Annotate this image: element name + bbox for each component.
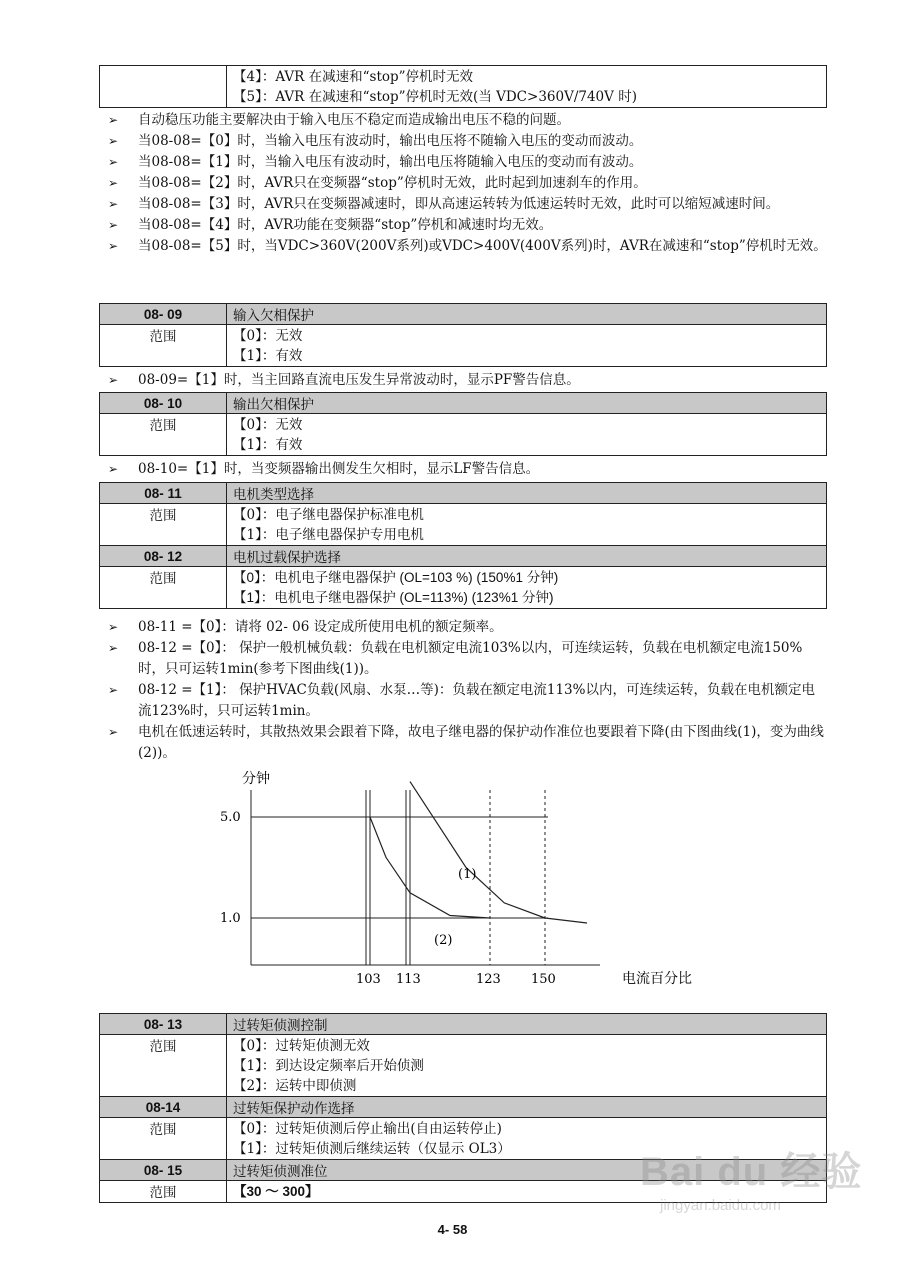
x-axis-label: 电流百分比	[622, 971, 692, 987]
option: 【0】：过转矩侦测无效	[233, 1038, 370, 1054]
list-item: ➢ 当08-08=【5】时，当VDC>360V(200V系列)或VDC>400V(400V系列)时，AVR在减速和“stop”停机时无效。	[108, 236, 828, 257]
arrow-bullet-icon: ➢	[108, 683, 119, 697]
arrow-bullet-icon: ➢	[108, 725, 119, 739]
x-tick-label: 103	[356, 972, 381, 987]
x-tick-label: 113	[396, 972, 421, 987]
list-item: ➢ 08-12 =【0】： 保护一般机械负载：负载在电机额定电流103%以内，可连续运转，负载在电机额定电流150%时，只可运转1min(参考下图曲线(1))。	[108, 640, 803, 677]
note-08-10: ➢ 08-10=【1】时，当变频器输出侧发生欠相时，显示LF警告信息。	[108, 459, 828, 480]
range-label: 范围	[100, 567, 227, 609]
list-item: ➢ 当08-08=【4】时，AVR功能在变频器“stop”停机和减速时均无效。	[108, 215, 828, 236]
avr-option-4: 【4】：AVR 在减速和“stop”停机时无效	[233, 69, 474, 85]
arrow-bullet-icon: ➢	[108, 462, 119, 476]
arrow-bullet-icon: ➢	[108, 641, 119, 655]
param-title: 电机过载保护选择	[227, 546, 827, 567]
list-item: ➢ 当08-08=【3】时，AVR只在变频器减速时，即从高速运转转为低速运转时无效，此时可以缩短减速时间。	[108, 194, 828, 215]
arrow-bullet-icon: ➢	[108, 620, 119, 634]
arrow-bullet-icon: ➢	[108, 197, 119, 211]
param-code: 08- 12	[100, 546, 227, 567]
list-item: ➢ 当08-08=【2】时，AVR只在变频器“stop”停机时无效，此时起到加速刹车的作用。	[108, 173, 828, 194]
avr-option-5: 【5】：AVR 在减速和“stop”停机时无效(当 VDC>360V/740V 时)	[233, 89, 637, 105]
arrow-bullet-icon: ➢	[108, 134, 119, 148]
option: 【0】：电子继电器保护标准电机	[233, 507, 424, 523]
option: 【1】：到达设定频率后开始侦测	[233, 1058, 424, 1074]
param-code: 08-14	[100, 1097, 227, 1118]
param-code: 08- 10	[100, 393, 227, 414]
list-item: ➢ 08-12 =【1】： 保护HVAC负载(风扇、水泵…等)：负载在额定电流113%以内，可连续运转，负载在电机额定电流123%时，只可运转1min。	[108, 682, 815, 719]
param-title: 过转矩侦测准位	[227, 1160, 827, 1181]
option: 【30 ～ 300】	[233, 1184, 319, 1199]
param-code: 08- 13	[100, 1014, 227, 1035]
option: 【1】：电子继电器保护专用电机	[233, 527, 424, 543]
option: 【0】：无效	[233, 417, 303, 433]
param-title: 过转矩保护动作选择	[227, 1097, 827, 1118]
x-tick-label: 150	[531, 972, 556, 987]
arrow-bullet-icon: ➢	[108, 373, 119, 387]
page-number: 4- 58	[437, 1222, 468, 1237]
range-label: 范围	[100, 504, 227, 546]
list-item: ➢ 当08-08=【0】时，当输入电压有波动时，输出电压将不随输入电压的变动而波动。	[108, 131, 828, 152]
range-label: 范围	[100, 325, 227, 367]
watermark	[640, 1140, 870, 1250]
param-title: 输入欠相保护	[227, 304, 827, 325]
param-title: 电机类型选择	[227, 483, 827, 504]
option: 【2】：运转中即侦测	[233, 1078, 357, 1094]
curve-label: (1)	[458, 867, 477, 882]
y-axis-label: 分钟	[242, 771, 270, 787]
list-item: ➢ 08-11 =【0】：请将 02- 06 设定成所使用电机的额定频率。	[108, 617, 828, 638]
range-label: 范围	[100, 1181, 227, 1203]
curve-label: (2)	[434, 933, 453, 948]
y-tick-label: 1.0	[220, 911, 241, 926]
arrow-bullet-icon: ➢	[108, 218, 119, 232]
watermark-url: jingyan.baidu.com	[660, 1197, 781, 1214]
list-item: ➢ 电机在低速运转时，其散热效果会跟着下降，故电子继电器的保护动作准位也要跟着下降(由下图曲线(1)，变为曲线(2))。	[108, 724, 824, 761]
list-item: ➢ 自动稳压功能主要解决由于输入电压不稳定而造成输出电压不稳的问题。	[108, 110, 828, 131]
option: 【1】：有效	[233, 348, 303, 364]
range-label: 范围	[100, 414, 227, 456]
range-label: 范围	[100, 1035, 227, 1097]
param-code: 08- 09	[100, 304, 227, 325]
option: 【0】：过转矩侦测后停止输出(自由运转停止)	[233, 1121, 502, 1137]
param-title: 过转矩侦测控制	[227, 1014, 827, 1035]
option: 【1】：过转矩侦测后继续运转（仅显示 OL3）	[233, 1141, 511, 1157]
param-title: 输出欠相保护	[227, 393, 827, 414]
arrow-bullet-icon: ➢	[108, 176, 119, 190]
y-tick-label: 5.0	[220, 810, 241, 825]
arrow-bullet-icon: ➢	[108, 239, 119, 253]
watermark-brand: Bai du 经验	[640, 1150, 863, 1194]
list-item: ➢ 当08-08=【1】时，当输入电压有波动时，输出电压将随输入电压的变动而有波动。	[108, 152, 828, 173]
option: 【1】：电机电子继电器保护 (OL=113%) (123%1 分钟)	[233, 590, 554, 605]
x-tick-label: 123	[476, 972, 501, 987]
range-label: 范围	[100, 1118, 227, 1160]
option: 【0】：无效	[233, 328, 303, 344]
curve-1	[410, 782, 587, 923]
option: 【0】：电机电子继电器保护 (OL=103 %) (150%1 分钟)	[233, 570, 559, 585]
option: 【1】：有效	[233, 437, 303, 453]
param-code: 08- 15	[100, 1160, 227, 1181]
param-code: 08- 11	[100, 483, 227, 504]
arrow-bullet-icon: ➢	[108, 155, 119, 169]
note-08-09: ➢ 08-09=【1】时，当主回路直流电压发生异常波动时，显示PF警告信息。	[108, 370, 828, 391]
arrow-bullet-icon: ➢	[108, 113, 119, 127]
